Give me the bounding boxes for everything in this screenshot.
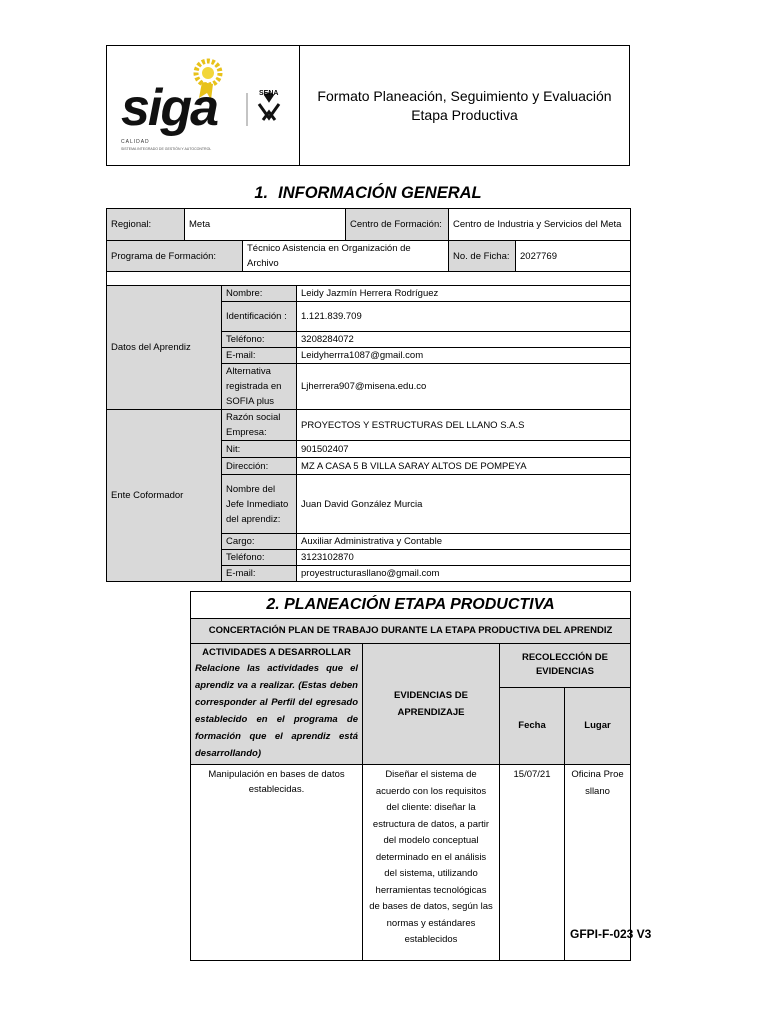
logo-cell xyxy=(107,46,300,166)
aprendiz-label: Alternativa registrada en SOFIA plus xyxy=(222,364,297,410)
coformador-group-label: Ente Coformador xyxy=(107,410,222,582)
coformador-label: Cargo: xyxy=(222,534,297,550)
evidence-cell: Diseñar el sistema de acuerdo con los requisitos del cliente: diseñar la estructura de datos, a partir del modelo conceptual determinado en el análisis del sistema, utilizando herramientas tecnológicas de bases de datos, según las normas y estándares establecidos xyxy=(363,765,500,961)
sena-label: SENA xyxy=(259,90,279,97)
activities-header-title: ACTIVIDADES A DESARROLLAR xyxy=(202,647,351,658)
activities-header-note: Relacione las actividades que el aprendiz va a realizar. (Estas deben corresponder al Perfil del egresado establecido en el programa de formación que el aprendiz está desarrollando) xyxy=(195,663,358,759)
title-line-1: Formato Planeación, Seguimiento y Evaluación xyxy=(317,87,612,104)
aprendiz-value: 1.121.839.709 xyxy=(297,302,631,332)
coformador-value: 901502407 xyxy=(297,441,631,458)
lugar-cell: Oficina Proesllano xyxy=(565,765,631,961)
section-2-title: 2. PLANEACIÓN ETAPA PRODUCTIVA xyxy=(191,592,631,619)
coformador-value: MZ A CASA 5 B VILLA SARAY ALTOS DE POMPEYA xyxy=(297,458,631,475)
form-code: GFPI-F-023 V3 xyxy=(570,927,652,941)
coformador-value: Auxiliar Administrativa y Contable xyxy=(297,534,631,550)
aprendiz-label: Teléfono: xyxy=(222,332,297,348)
recoleccion-header: RECOLECCIÓN DE EVIDENCIAS xyxy=(500,644,631,688)
programa-label: Programa de Formación: xyxy=(107,241,243,272)
aprendiz-label: E-mail: xyxy=(222,348,297,364)
spacer-row xyxy=(107,272,631,286)
aprendiz-value: Leidyherrra1087@gmail.com xyxy=(297,348,631,364)
document-title xyxy=(300,46,630,166)
aprendiz-value: Ljherrera907@misena.edu.co xyxy=(297,364,631,410)
section-1-title xyxy=(106,184,630,203)
coformador-label: Nombre del Jefe Inmediato del aprendiz: xyxy=(222,475,297,534)
activities-header xyxy=(191,644,363,765)
centro-value: Centro de Industria y Servicios del Meta xyxy=(449,209,631,241)
coformador-label: E-mail: xyxy=(222,566,297,582)
logos xyxy=(107,46,299,165)
title-line-2: Etapa Productiva xyxy=(411,106,518,123)
coformador-value: 3123102870 xyxy=(297,550,631,566)
programa-value: Técnico Asistencia en Organización de Archivo xyxy=(243,241,449,272)
coformador-label: Dirección: xyxy=(222,458,297,475)
section-2-subtitle: CONCERTACIÓN PLAN DE TRABAJO DURANTE LA ETAPA PRODUCTIVA DEL APRENDIZ xyxy=(191,619,631,644)
fecha-cell: 15/07/21 xyxy=(500,765,565,961)
general-info-table xyxy=(106,208,631,286)
aprendiz-label: Nombre: xyxy=(222,286,297,302)
coformador-value: PROYECTOS Y ESTRUCTURAS DEL LLANO S.A.S xyxy=(297,410,631,441)
aprendiz-coformador-table xyxy=(106,285,631,582)
planeacion-table xyxy=(190,591,631,961)
coformador-value: Juan David González Murcia xyxy=(297,475,631,534)
evidencias-header: EVIDENCIAS DE APRENDIZAJE xyxy=(363,644,500,765)
siga-tagline: SISTEMA INTEGRADO DE GESTIÓN Y AUTOCONTROL xyxy=(121,147,212,151)
siga-text: siga xyxy=(121,79,218,137)
centro-label: Centro de Formación: xyxy=(346,209,449,241)
ficha-value: 2027769 xyxy=(516,241,631,272)
ficha-label: No. de Ficha: xyxy=(449,241,516,272)
coformador-label: Teléfono: xyxy=(222,550,297,566)
section-1-number: 1. xyxy=(254,184,269,202)
aprendiz-value: 3208284072 xyxy=(297,332,631,348)
coformador-value: proyestructurasllano@gmail.com xyxy=(297,566,631,582)
section-1-heading: INFORMACIÓN GENERAL xyxy=(278,184,482,202)
aprendiz-value: Leidy Jazmín Herrera Rodríguez xyxy=(297,286,631,302)
aprendiz-group-label: Datos del Aprendiz xyxy=(107,286,222,410)
regional-value: Meta xyxy=(185,209,346,241)
coformador-label: Razón social Empresa: xyxy=(222,410,297,441)
aprendiz-label: Identificación : xyxy=(222,302,297,332)
regional-label: Regional: xyxy=(107,209,185,241)
activity-cell: Manipulación en bases de datos establecidas. xyxy=(191,765,363,961)
coformador-label: Nit: xyxy=(222,441,297,458)
siga-sub: CALIDAD xyxy=(121,139,150,145)
fecha-header: Fecha xyxy=(500,687,565,764)
lugar-header: Lugar xyxy=(565,687,631,764)
header-table xyxy=(106,45,630,166)
